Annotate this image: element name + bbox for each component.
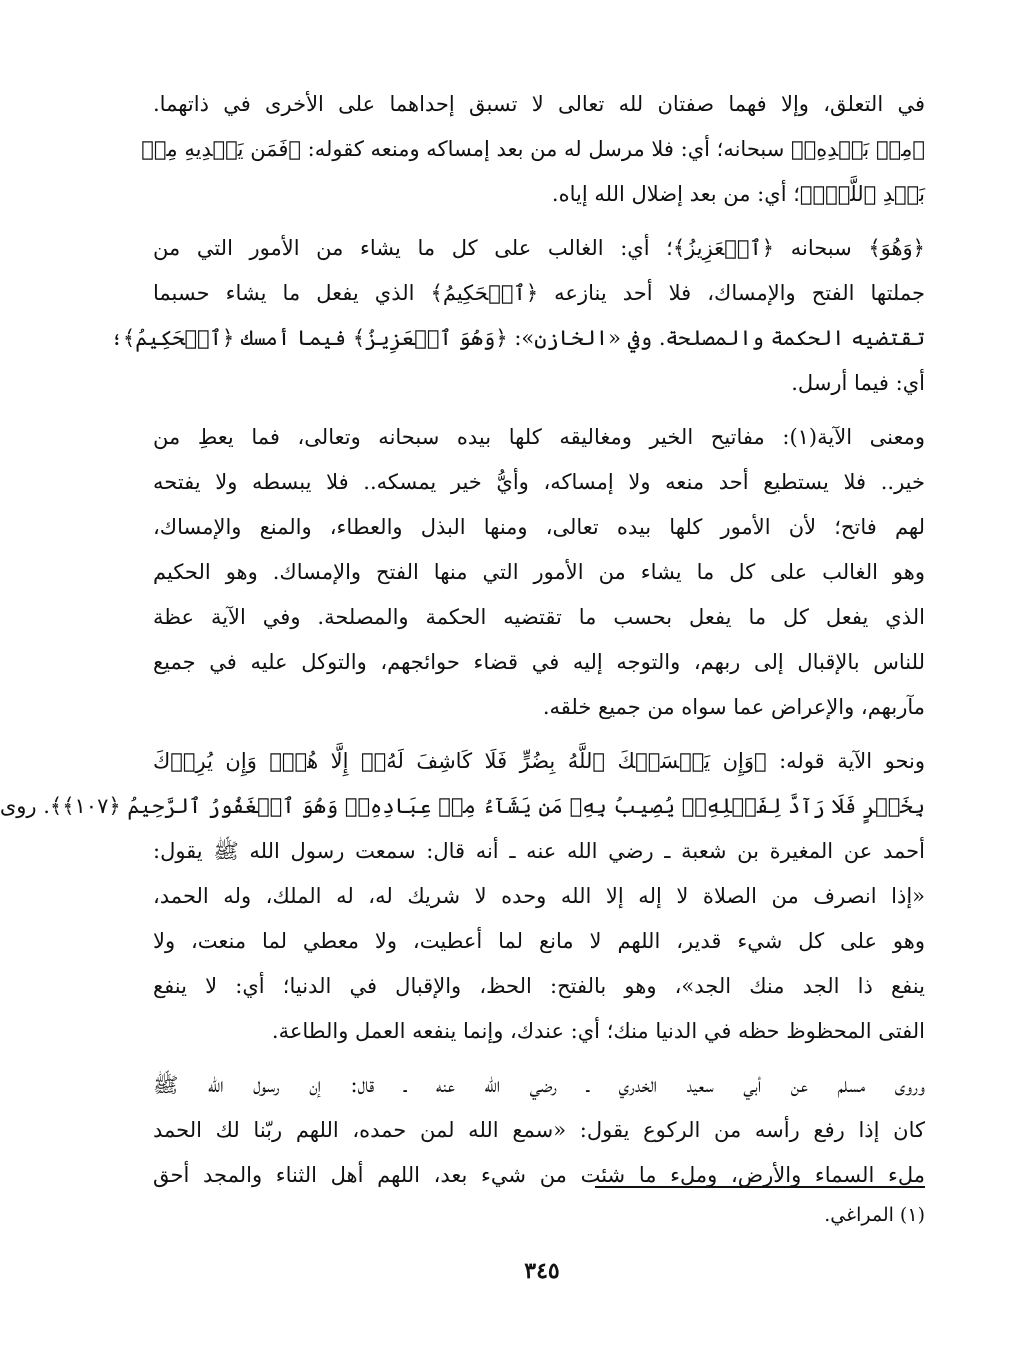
text-line: «إذا انصرف من الصلاة لا إله إلا الله وحده لا شريك له، له الملك، وله الحمد،	[153, 884, 925, 908]
text-line: وهو على كل شيء قدير، اللهم لا مانع لما أعطيت، ولا معطي لما منعت، ولا	[153, 929, 925, 953]
text-line: خير.. فلا يستطيع أحد منعه ولا إمساكه، وأيُّ خير يمسكه.. فلا يبسطه ولا يفتحه	[153, 470, 926, 494]
text-line: ﴿وَهُوَ﴾ سبحانه ﴿ٱلۡعَزِيزُ﴾؛ أي: الغالب على كل ما يشاء من الأمور التي من	[153, 236, 925, 260]
text-line: الفتى المحظوظ حظه في الدنيا منك؛ أي: عندك، وإنما ينفعه العمل والطاعة.	[271, 1019, 925, 1043]
footnote-separator	[595, 1186, 925, 1188]
text-line: بِخَيۡرٍ فَلَا رَآدَّ لِفَضۡلِهِۦۚ يُصِيبُ بِهِۦ مَن يَشَآءُ مِنۡ عِبَادِهِۦۚ وَهُوَ ٱلۡغَفُورُ ٱلرَّحِيمُ ﴿١٠٧﴾﴾. روى	[0, 794, 925, 818]
main-text	[0, 82, 926, 1207]
text-line: جملتها الفتح والإمساك، فلا أحد ينازعه ﴿ٱلۡحَكِيمُ﴾ الذي يفعل ما يشاء حسبما	[153, 281, 925, 305]
text-line: للناس بالإقبال إلى ربهم، والتوجه إليه في قضاء حوائجهم، والتوكل عليه في جميع	[153, 650, 925, 674]
paragraph-5	[153, 1063, 925, 1198]
paragraph-4	[0, 739, 925, 1054]
text-line: بَعۡدِ ٱللَّهِۚ﴾؛ أي: من بعد إضلال الله إياه.	[551, 182, 925, 206]
paragraph-3	[153, 415, 925, 730]
text-line: ﴿مِنۢ بَعۡدِهِۦ﴾ سبحانه؛ أي: فلا مرسل له من بعد إمساكه ومنعه كقوله: ﴿فَمَن يَهۡدِيهِ مِنۢ	[141, 137, 925, 161]
text-line: ومعنى الآية(١): مفاتيح الخير ومغاليقه كلها بيده سبحانه وتعالى، فما يعطِ من	[153, 425, 925, 449]
text-line: وهو الغالب على كل ما يشاء من الأمور التي منها الفتح والإمساك. وهو الحكيم	[153, 560, 925, 584]
text-line: أي: فيما أرسل.	[791, 371, 925, 395]
text-line: مآربهم، والإعراض عما سواه من جميع خلقه.	[542, 695, 925, 719]
footnote: (١) المراغي.	[824, 1204, 925, 1226]
text-line: أحمد عن المغيرة بن شعبة ـ رضي الله عنه ـ أنه قال: سمعت رسول الله ﷺ يقول:	[153, 839, 925, 863]
text-line: تقتضيه الحكمة والمصلحة. وفي «الخازن»: ﴿وَهُوَ ٱلۡعَزِيزُ﴾ فيما أمسك ﴿ٱلۡحَكِيمُ﴾؛	[110, 326, 925, 350]
text-line: كان إذا رفع رأسه من الركوع يقول: «سمع الله لمن حمده، اللهم ربّنا لك الحمد	[153, 1118, 925, 1142]
text-line: في التعلق، وإلا فهما صفتان لله تعالى لا تسبق إحداهما على الأخرى في ذاتهما.	[153, 92, 925, 116]
text-line: ملء السماء والأرض، وملء ما شئت من شيء بعد، اللهم أهل الثناء والمجد أحق	[153, 1163, 925, 1187]
page-number: ٣٤٥	[524, 1258, 560, 1284]
text-line: وروى مسلم عن أبي سعيد الخدري ـ رضي الله عنه ـ قال: إن رسول الله ﷺ	[153, 1073, 925, 1097]
text-line: الذي يفعل كل ما يفعل بحسب ما تقتضيه الحكمة والمصلحة. وفي الآية عظة	[153, 605, 925, 629]
text-line: لهم فاتح؛ لأن الأمور كلها بيده تعالى، ومنها البذل والعطاء، والمنع والإمساك،	[153, 515, 925, 539]
text-line: ينفع ذا الجد منك الجد»، وهو بالفتح: الحظ، والإقبال في الدنيا؛ أي: لا ينفع	[153, 974, 925, 998]
text-line: ونحو الآية قوله: ﴿وَإِن يَمۡسَسۡكَ ٱللَّهُ بِضُرٍّ فَلَا كَاشِفَ لَهُۥٓ إِلَّا هُوَۖ وَإِن يُرِدۡكَ	[153, 749, 925, 773]
paragraph-1	[141, 82, 925, 217]
paragraph-2	[110, 226, 925, 406]
